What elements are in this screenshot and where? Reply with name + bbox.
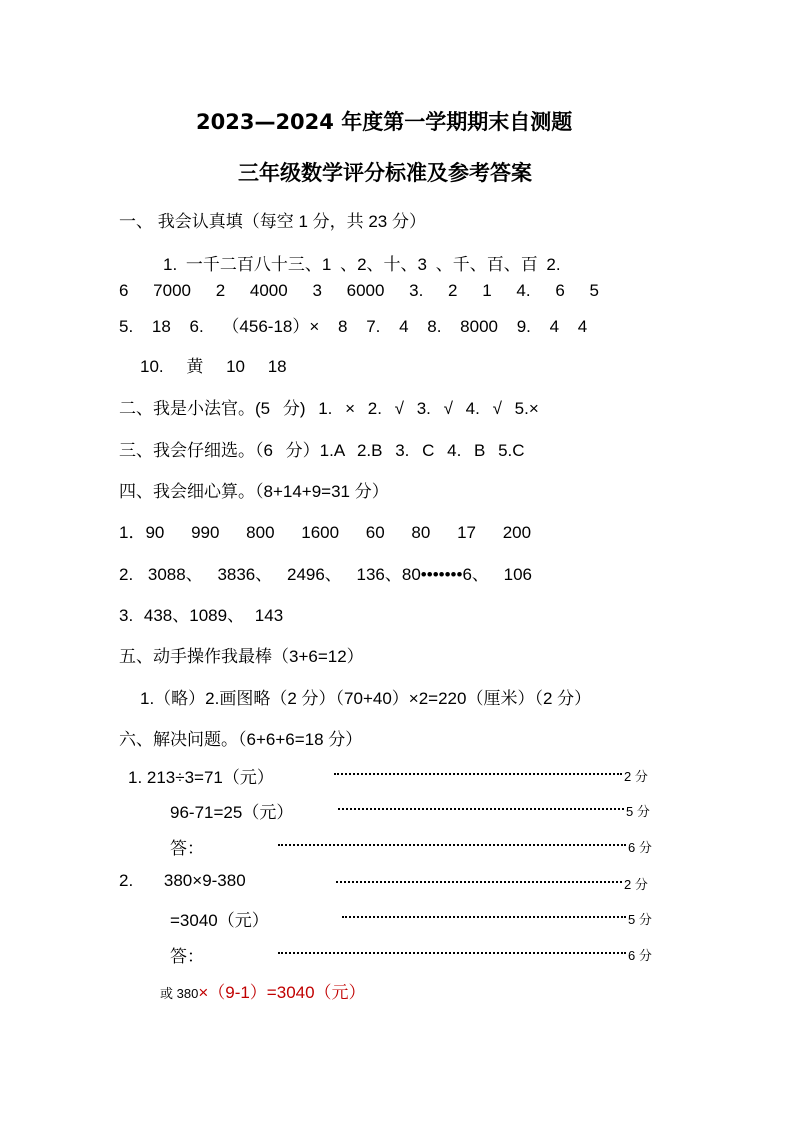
section-1-line-1: 1. 一千二百八十三、1 、2、十、3 、千、百、百 2. bbox=[163, 255, 561, 274]
alt-prefix: 或 380 bbox=[160, 986, 199, 1001]
alternative-answer bbox=[160, 978, 366, 1003]
section-1-line-4: 10. 黄 10 18 bbox=[140, 357, 287, 376]
section-4-line-1: 1．90 990 800 1600 60 80 17 200 bbox=[119, 523, 532, 542]
step-points: 6 分 bbox=[628, 948, 652, 963]
step-points: 5 分 bbox=[628, 912, 652, 927]
section-3: 三、我会仔细选。（6 分）1.A 2.B 3. C 4. B 5.C bbox=[119, 441, 525, 460]
step-points: 5 分 bbox=[626, 804, 650, 819]
q2-step-3 bbox=[0, 942, 794, 966]
section-1-heading: 一、 我会认真填（每空 1 分，共 23 分） bbox=[119, 212, 426, 231]
page-title: 2023—2024 年度第一学期期末自测题 bbox=[196, 110, 573, 134]
step-points: 6 分 bbox=[628, 840, 652, 855]
alt-expression: ×（9-1）=3040（元） bbox=[198, 983, 366, 1002]
leader-dots bbox=[336, 881, 622, 883]
step-text: 96-71=25（元） bbox=[170, 803, 294, 822]
step-text: 2. 380×9-380 bbox=[119, 871, 246, 890]
step-text: 答： bbox=[170, 947, 204, 966]
q1-step-2 bbox=[0, 798, 794, 822]
leader-dots bbox=[334, 773, 622, 775]
page-subtitle: 三年级数学评分标准及参考答案 bbox=[238, 161, 532, 185]
q2-step-1 bbox=[0, 871, 794, 895]
section-4-line-3: 3. 438、1089、 143 bbox=[119, 606, 284, 625]
step-text: 答： bbox=[170, 839, 204, 858]
q2-step-2 bbox=[0, 906, 794, 930]
section-1-line-2: 6 7000 2 4000 3 6000 3. 2 1 4. 6 5 bbox=[119, 281, 599, 300]
step-points: 2 分 bbox=[624, 769, 648, 784]
step-points: 2 分 bbox=[624, 877, 648, 892]
q1-step-3 bbox=[0, 834, 794, 858]
step-text: 1. 213÷3=71（元） bbox=[128, 768, 274, 787]
step-text: =3040（元） bbox=[170, 911, 269, 930]
leader-dots bbox=[278, 844, 626, 846]
leader-dots bbox=[342, 916, 626, 918]
section-4-heading: 四、我会细心算。（8+14+9=31 分） bbox=[119, 482, 389, 501]
section-4-line-2: 2. 3088、 3836、 2496、 136、80•••••••6、 106 bbox=[119, 565, 533, 584]
section-2: 二、我是小法官。(5 分) 1. × 2. √ 3. √ 4. √ 5.× bbox=[119, 399, 539, 418]
section-5-line-1: 1.（略）2.画图略（2 分）（70+40）×2=220（厘米）（2 分） bbox=[140, 689, 592, 708]
section-1-line-3: 5. 18 6. （456-18）× 8 7. 4 8. 8000 9. 4 4 bbox=[119, 317, 588, 336]
q1-step-1 bbox=[0, 763, 794, 787]
leader-dots bbox=[278, 952, 626, 954]
section-5-heading: 五、动手操作我最棒（3+6=12） bbox=[119, 647, 364, 666]
leader-dots bbox=[338, 808, 624, 810]
section-6-heading: 六、解决问题。（6+6+6=18 分） bbox=[119, 730, 363, 749]
